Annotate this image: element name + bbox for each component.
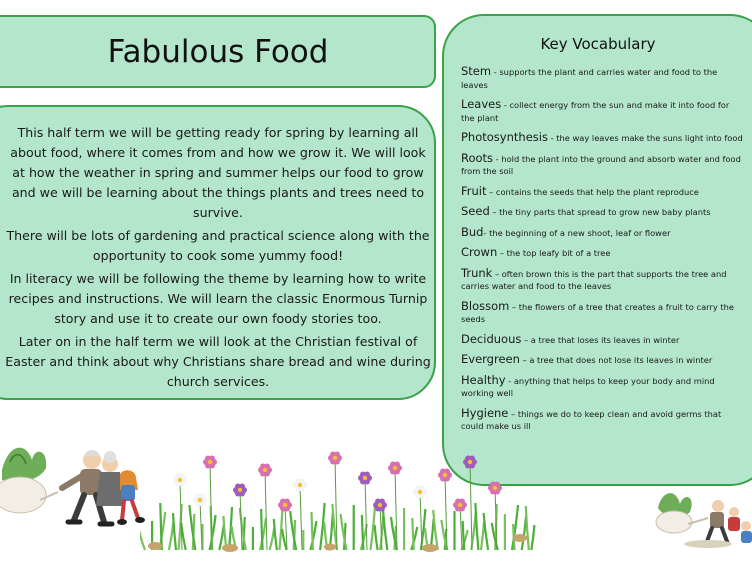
- vocabulary-term: Healthy: [461, 372, 506, 387]
- title-panel: [0, 15, 436, 88]
- vocabulary-item: [461, 205, 743, 219]
- vocabulary-definition: - supports the plant and carries water and food to the leaves: [461, 67, 718, 90]
- vocabulary-heading: Key Vocabulary: [540, 35, 656, 53]
- vocabulary-item: [461, 374, 743, 400]
- vocabulary-definition: - the beginning of a new shoot, leaf or flower: [483, 227, 671, 238]
- intro-panel: [0, 105, 436, 400]
- vocabulary-term: Trunk: [461, 265, 493, 280]
- vocabulary-definition: – a tree that loses its leaves in winter: [521, 334, 680, 345]
- vocabulary-definition: - anything that helps to keep your body and mind working well: [461, 375, 715, 398]
- vocabulary-item: [461, 98, 743, 124]
- intro-paragraph: Later on in the half term we will look at the Christian festival of Easter and think about why Christians share bread and wine during church services.: [5, 334, 431, 389]
- intro-paragraph: There will be lots of gardening and practical science along with the opportunity to cook some yummy food!: [6, 228, 430, 263]
- vocabulary-definition: – often brown this is the part that supports the tree and carries water and food to the leaves: [461, 268, 727, 291]
- vocabulary-term: Seed: [461, 204, 490, 218]
- vocabulary-definition: – things we do to keep clean and avoid germs that could make us ill: [461, 408, 722, 431]
- vocabulary-term: Roots: [461, 150, 494, 165]
- vocabulary-item: [461, 185, 743, 199]
- vocabulary-list: [461, 65, 743, 440]
- intro-paragraph: This half term we will be getting ready for spring by learning all about food, where it comes from and how we grow it. We will look at how the weather in spring and summer helps our food to grow and we will be learning about the things plants and trees need to survive.: [10, 125, 426, 220]
- page-title: Fabulous Food: [107, 34, 329, 70]
- vocabulary-item: [461, 246, 743, 260]
- turnip-pulling-family-illustration: [0, 440, 160, 535]
- vocabulary-term: Fruit: [461, 183, 487, 198]
- vocabulary-definition: - collect energy from the sun and make it into food for the plant: [461, 100, 730, 123]
- vocabulary-definition: – the top leafy bit of a tree: [497, 248, 611, 258]
- vocabulary-definition: – the tiny parts that spread to grow new baby plants: [489, 207, 711, 217]
- vocabulary-term: Photosynthesis: [461, 130, 548, 144]
- vocabulary-item: [461, 353, 743, 367]
- vocabulary-panel: [442, 14, 752, 486]
- vocabulary-term: Bud: [461, 224, 484, 239]
- flower-heads: [173, 452, 502, 512]
- vocabulary-item: [461, 65, 743, 91]
- vocabulary-item: [461, 131, 743, 145]
- flower-meadow-illustration: [140, 450, 540, 554]
- vocabulary-term: Crown: [461, 245, 498, 259]
- vocabulary-item: [461, 300, 743, 326]
- vocabulary-definition: – a tree that does not lose its leaves in winter: [519, 355, 713, 365]
- vocabulary-definition: – the flowers of a tree that creates a fruit to carry the seeds: [461, 301, 735, 324]
- vocabulary-item: [461, 267, 743, 293]
- vocabulary-item: [461, 407, 743, 433]
- intro-text: [2, 123, 434, 395]
- vocabulary-term: Stem: [461, 64, 492, 78]
- vocabulary-definition: – contains the seeds that help the plant reproduce: [486, 186, 699, 197]
- small-turnip-pulling-illustration: [648, 486, 752, 550]
- vocabulary-item: [461, 333, 743, 347]
- vocabulary-definition: - hold the plant into the ground and absorb water and food from the soil: [461, 153, 741, 176]
- vocabulary-term: Evergreen: [461, 352, 520, 366]
- vocabulary-definition: - the way leaves make the suns light into food: [547, 133, 743, 143]
- vocabulary-item: [461, 226, 743, 240]
- intro-paragraph: In literacy we will be following the theme by learning how to write recipes and instructions. We will learn the classic Enormous Turnip story and use it to create our own foody stories too.: [8, 271, 428, 326]
- vocabulary-term: Leaves: [461, 97, 502, 111]
- vocabulary-term: Hygiene: [461, 405, 509, 420]
- vocabulary-term: Deciduous: [461, 331, 522, 346]
- vocabulary-term: Blossom: [461, 298, 510, 313]
- vocabulary-item: [461, 152, 743, 178]
